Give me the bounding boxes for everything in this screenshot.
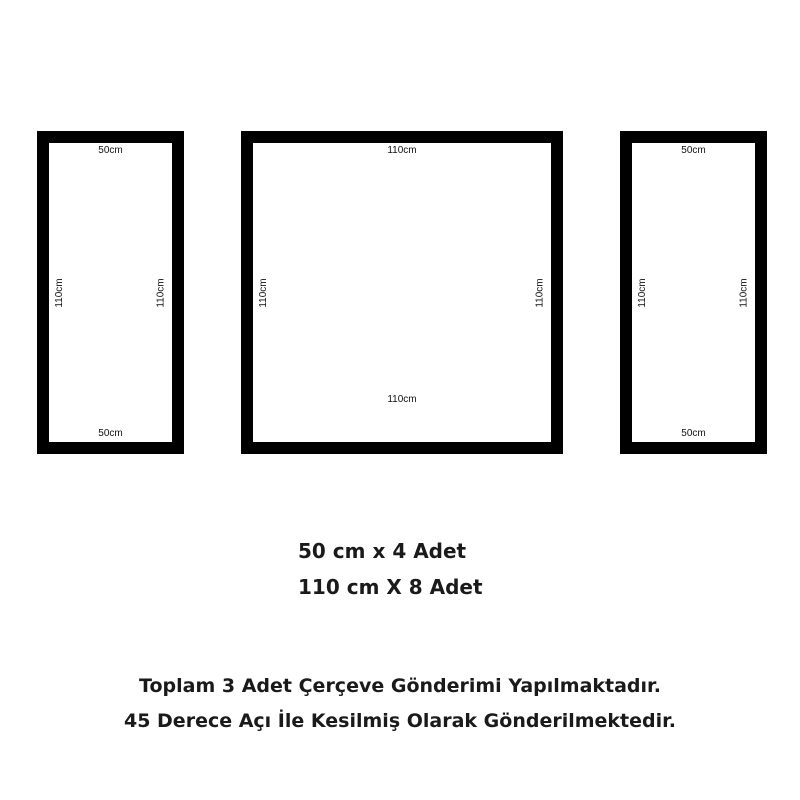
frame-right-right-dimension: 110cm bbox=[738, 277, 749, 308]
frame-left-left-dimension: 110cm bbox=[54, 277, 65, 308]
frame-center-bottom-dimension: 110cm bbox=[387, 394, 417, 405]
frame-center-top-dimension: 110cm bbox=[387, 145, 417, 156]
note-cut-angle: 45 Derece Açı İle Kesilmiş Olarak Gönderilmektedir. bbox=[123, 710, 677, 732]
quantity-110cm: 110 cm X 8 Adet bbox=[298, 575, 483, 599]
frame-center-right-dimension: 110cm bbox=[534, 277, 545, 308]
frame-left bbox=[37, 131, 184, 454]
frame-left-bottom-dimension: 50cm bbox=[98, 428, 123, 439]
frame-right bbox=[620, 131, 767, 454]
frame-center-left-dimension: 110cm bbox=[258, 277, 269, 308]
frame-center bbox=[241, 131, 563, 454]
frame-right-bottom-dimension: 50cm bbox=[681, 428, 706, 439]
frame-right-left-dimension: 110cm bbox=[637, 277, 648, 308]
frame-right-top-dimension: 50cm bbox=[681, 145, 706, 156]
frame-left-right-dimension: 110cm bbox=[155, 277, 166, 308]
quantity-50cm: 50 cm x 4 Adet bbox=[298, 539, 467, 563]
frame-left-top-dimension: 50cm bbox=[98, 145, 123, 156]
note-total-frames: Toplam 3 Adet Çerçeve Gönderimi Yapılmaktadır. bbox=[139, 675, 661, 697]
